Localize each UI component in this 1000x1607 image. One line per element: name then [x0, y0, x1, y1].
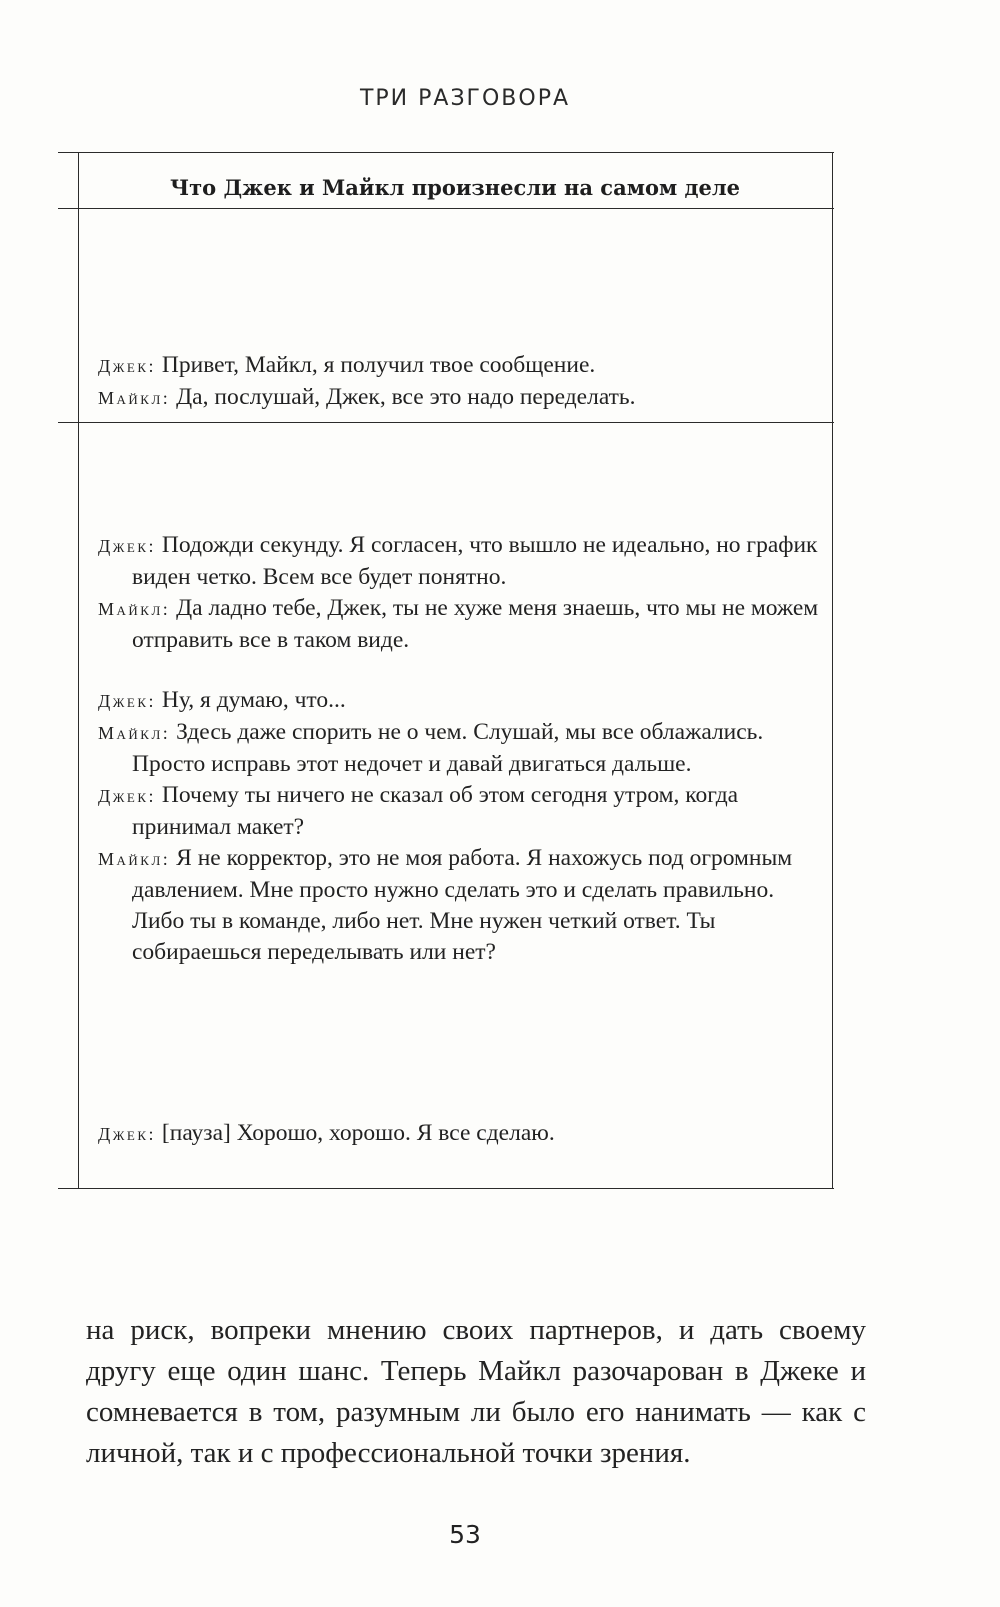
dialog-line — [98, 717, 824, 780]
body-paragraph-text: на риск, вопреки мнению своих партнеров, и дать своему другу еще один шанс. Теперь Майкл разочарован в Джеке и сомневается в том, разумным ли было его нанимать — как с личной, так и с профессиональной точки зрения. — [86, 1314, 866, 1469]
dialog-text: Привет, Майкл, я получил твое сообщение. — [161, 352, 596, 378]
table-left-border — [78, 152, 79, 1189]
speaker-label: Майкл: — [98, 723, 171, 743]
dialog-text: Да ладно тебе, Джек, ты не хуже меня знаешь, что мы не можем отправить все в таком виде. — [132, 595, 819, 653]
page-number: 53 — [449, 1520, 481, 1549]
dialog-row-2-group-2 — [98, 685, 824, 968]
speaker-label: Майкл: — [98, 599, 171, 619]
dialog-line — [98, 382, 828, 414]
dialog-line — [98, 350, 828, 382]
dialog-line — [98, 1118, 824, 1150]
dialog-text: Да, послушай, Джек, все это надо переделать. — [176, 384, 636, 410]
dialog-row-1 — [98, 350, 828, 414]
dialog-row-2-group-1 — [98, 530, 824, 656]
dialog-line — [98, 843, 824, 968]
speaker-label: Джек: — [98, 691, 157, 711]
dialog-line — [98, 593, 824, 656]
speaker-label: Майкл: — [98, 388, 171, 408]
dialog-text: Почему ты ничего не сказал об этом сегодня утром, когда принимал макет? — [132, 782, 739, 840]
speaker-label: Джек: — [98, 1124, 157, 1144]
running-head: ТРИ РАЗГОВОРА — [359, 86, 571, 111]
table-header: Что Джек и Майкл произнесли на самом деле — [169, 174, 741, 200]
dialog-text: Подожди секунду. Я согласен, что вышло не идеально, но график виден четко. Всем все будет понятно. — [132, 532, 818, 590]
table-bottom-border — [58, 1188, 834, 1189]
dialog-line — [98, 685, 824, 717]
dialog-line — [98, 780, 824, 843]
dialog-text: Здесь даже спорить не о чем. Слушай, мы все облажались. Просто исправь этот недочет и давай двигаться дальше. — [132, 719, 764, 777]
speaker-label: Майкл: — [98, 849, 171, 869]
dialog-text: Ну, я думаю, что... — [161, 687, 346, 713]
table-row-divider — [58, 422, 834, 423]
dialog-row-2-group-3 — [98, 1118, 824, 1150]
dialog-text: Я не корректор, это не моя работа. Я нахожусь под огромным давлением. Мне просто нужно сделать это и сделать правильно. Либо ты в команде, либо нет. Мне нужен четкий ответ. Ты собираешься переделывать или нет? — [132, 845, 793, 965]
table-top-border — [58, 152, 834, 153]
body-paragraph — [86, 1310, 866, 1474]
speaker-label: Джек: — [98, 786, 157, 806]
dialog-line — [98, 530, 824, 593]
speaker-label: Джек: — [98, 536, 157, 556]
speaker-label: Джек: — [98, 356, 157, 376]
table-right-border — [832, 152, 833, 1189]
dialog-text: [пауза] Хорошо, хорошо. Я все сделаю. — [161, 1120, 555, 1146]
